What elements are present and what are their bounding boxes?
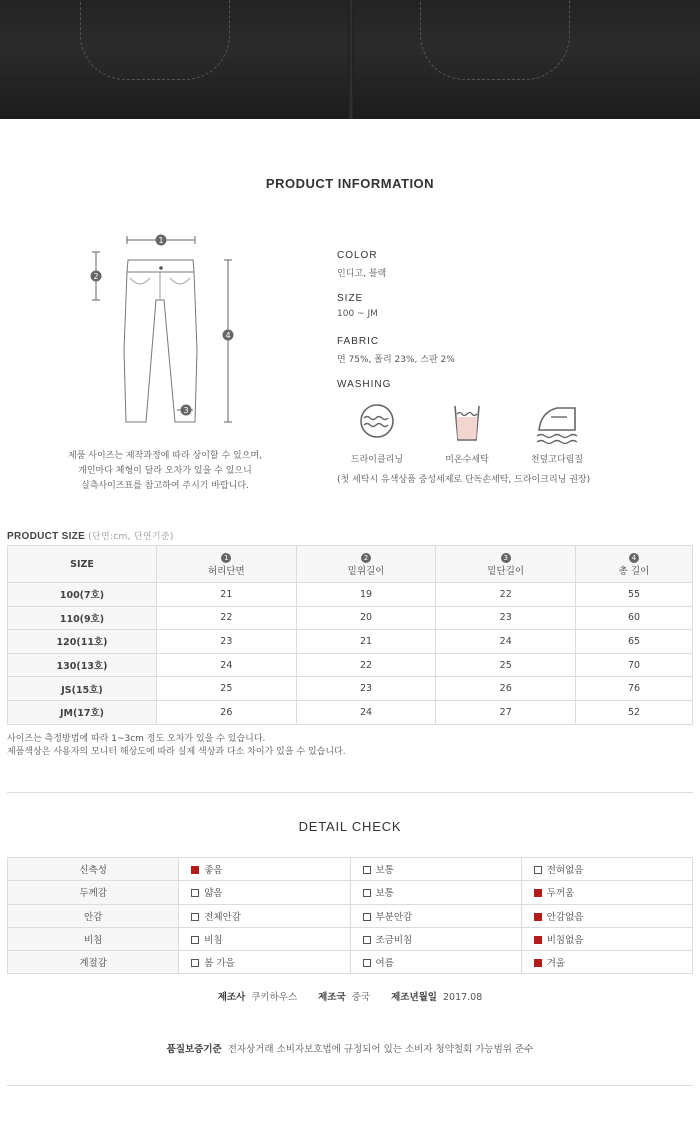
table-cell: 22 xyxy=(157,606,297,630)
option xyxy=(350,858,521,881)
table-row xyxy=(8,904,693,927)
option-label: 좋음 xyxy=(204,865,223,877)
note-line: 실측사이즈표를 참고하여 주시기 바랍니다. xyxy=(81,481,249,491)
table-cell: 22 xyxy=(436,583,576,607)
option-label: 비침없음 xyxy=(546,935,584,947)
color-label: COLOR xyxy=(337,250,378,261)
option-label: 여름 xyxy=(375,958,394,970)
marker-2-icon xyxy=(91,271,102,282)
option xyxy=(179,904,350,927)
size-value: 100 ~ JM xyxy=(337,309,378,319)
option-label: 얇음 xyxy=(204,888,223,900)
option-label: 보통 xyxy=(375,888,394,900)
checkbox-empty-icon xyxy=(363,866,371,874)
option xyxy=(179,881,350,904)
option-label: 두꺼움 xyxy=(546,888,575,900)
option xyxy=(350,881,521,904)
checkbox-empty-icon xyxy=(191,936,199,944)
checkbox-empty-icon xyxy=(191,959,199,967)
marker-2-icon: 2 xyxy=(361,553,371,563)
country-label: 제조국 xyxy=(318,992,346,1003)
marker-1-icon xyxy=(156,235,167,246)
center-seam xyxy=(348,0,354,119)
size-cell: 110(9호) xyxy=(8,606,157,630)
size-note: 사이즈는 측정방법에 따라 1~3cm 정도 오차가 있을 수 있습니다. xyxy=(7,734,266,744)
product-size-title xyxy=(7,529,174,542)
option-label: 비침 xyxy=(204,935,223,947)
table-cell: 23 xyxy=(157,630,297,654)
marker-3-icon xyxy=(181,405,192,416)
iron-with-cloth-icon xyxy=(517,400,597,454)
option xyxy=(521,858,692,881)
table-cell: 24 xyxy=(157,653,297,677)
table-row xyxy=(8,700,693,724)
option xyxy=(179,951,350,974)
table-cell: 21 xyxy=(296,630,436,654)
checkbox-empty-icon xyxy=(191,913,199,921)
svg-text:4: 4 xyxy=(225,331,231,340)
size-cell: 100(7호) xyxy=(8,583,157,607)
option xyxy=(350,904,521,927)
table-cell: 76 xyxy=(576,677,693,701)
table-cell: 24 xyxy=(436,630,576,654)
size-disclaimer xyxy=(40,449,290,494)
washing-label-dry-clean: 드라이클리닝 xyxy=(350,455,404,465)
row-header: 안감 xyxy=(8,904,179,927)
table-row xyxy=(8,606,693,630)
quality-value: 전자상거래 소비자보호법에 규정되어 있는 소비자 청약철회 가능범위 준수 xyxy=(227,1044,534,1055)
option xyxy=(521,904,692,927)
divider xyxy=(7,792,693,793)
fabric-label: FABRIC xyxy=(337,336,380,347)
option-label: 전체안감 xyxy=(204,911,241,923)
svg-text:1: 1 xyxy=(158,236,164,245)
marker-3-icon: 3 xyxy=(501,553,511,563)
size-label: SIZE xyxy=(337,293,364,304)
checkbox-checked-icon xyxy=(534,889,542,897)
option-label: 전혀없음 xyxy=(546,865,584,877)
table-row xyxy=(8,630,693,654)
option xyxy=(521,881,692,904)
table-cell: 55 xyxy=(576,583,693,607)
size-table xyxy=(7,545,693,725)
washing-label-iron: 천덮고다림질 xyxy=(530,455,584,465)
header-waist xyxy=(157,546,297,583)
checkbox-checked-icon xyxy=(534,959,542,967)
option xyxy=(521,927,692,950)
option xyxy=(179,927,350,950)
option-label: 조금비침 xyxy=(375,935,413,947)
header-rise xyxy=(296,546,436,583)
option-label: 겨울 xyxy=(546,958,566,970)
table-cell: 19 xyxy=(296,583,436,607)
size-cell: JS(15호) xyxy=(8,677,157,701)
divider xyxy=(7,1085,693,1086)
country-value: 중국 xyxy=(351,992,371,1003)
fabric-value: 면 75%, 폴리 23%, 스판 2% xyxy=(337,355,455,365)
checkbox-empty-icon xyxy=(363,889,371,897)
header-size: SIZE xyxy=(8,546,157,583)
checkbox-empty-icon xyxy=(363,936,371,944)
size-note: 제품색상은 사용자의 모니터 해상도에 따라 실제 색상과 다소 차이가 있을 수 있습니다. xyxy=(7,747,346,757)
table-cell: 60 xyxy=(576,606,693,630)
marker-4-icon xyxy=(223,330,234,341)
size-cell: 130(13호) xyxy=(8,653,157,677)
manufacturer-info xyxy=(0,989,700,1003)
option xyxy=(179,858,350,881)
size-cell: JM(17호) xyxy=(8,700,157,724)
table-cell: 26 xyxy=(157,700,297,724)
table-cell: 24 xyxy=(296,700,436,724)
washing-label-lukewarm: 미온수세탁 xyxy=(445,455,489,465)
back-pocket-right xyxy=(420,0,570,80)
option xyxy=(350,927,521,950)
checkbox-empty-icon xyxy=(191,889,199,897)
detail-check-title: DETAIL CHECK xyxy=(298,819,402,834)
header-label: 총 길이 xyxy=(618,565,650,577)
table-row xyxy=(8,653,693,677)
color-value: 인디고, 블랙 xyxy=(337,269,387,279)
back-pocket-left xyxy=(80,0,230,80)
header-hem xyxy=(436,546,576,583)
table-cell: 23 xyxy=(436,606,576,630)
quality-label: 품질보증기준 xyxy=(166,1044,222,1055)
table-cell: 52 xyxy=(576,700,693,724)
table-row xyxy=(8,927,693,950)
product-information-title: PRODUCT INFORMATION xyxy=(265,176,435,191)
pants-diagram xyxy=(80,230,250,430)
table-cell: 25 xyxy=(436,653,576,677)
table-cell: 70 xyxy=(576,653,693,677)
product-attributes xyxy=(337,250,637,390)
note-line: 개인마다 체형이 달라 오차가 있을 수 있으니 xyxy=(78,466,252,476)
size-notes xyxy=(7,733,346,759)
checkbox-checked-icon xyxy=(534,913,542,921)
checkbox-empty-icon xyxy=(363,959,371,967)
option-label: 봄 가을 xyxy=(204,958,235,970)
table-row xyxy=(8,583,693,607)
checkbox-checked-icon xyxy=(191,866,199,874)
table-cell: 20 xyxy=(296,606,436,630)
table-cell: 21 xyxy=(157,583,297,607)
product-size-label: PRODUCT SIZE xyxy=(7,531,86,542)
table-cell: 27 xyxy=(436,700,576,724)
checkbox-checked-icon xyxy=(534,936,542,944)
washing-label: WASHING xyxy=(337,379,392,390)
product-photo xyxy=(0,0,700,119)
detail-check-table xyxy=(7,857,693,974)
product-size-unit: (단면:cm, 단면기준) xyxy=(88,532,174,542)
checkbox-empty-icon xyxy=(363,913,371,921)
washing-note: (첫 세탁시 유색상품 중성세제로 단독손세탁, 드라이크리닝 권장) xyxy=(337,475,591,485)
header-label: 밑위길이 xyxy=(347,565,385,577)
option xyxy=(350,951,521,974)
table-cell: 26 xyxy=(436,677,576,701)
marker-1-icon: 1 xyxy=(221,553,231,563)
table-cell: 25 xyxy=(157,677,297,701)
svg-text:2: 2 xyxy=(93,272,99,281)
maker-label: 제조사 xyxy=(217,992,246,1003)
row-header: 비침 xyxy=(8,927,179,950)
washing-icons xyxy=(337,400,637,452)
quality-guarantee xyxy=(0,1041,700,1055)
option xyxy=(521,951,692,974)
table-cell: 23 xyxy=(296,677,436,701)
svg-text:3: 3 xyxy=(183,406,189,415)
header-label: 허리단면 xyxy=(207,565,245,577)
marker-4-icon: 4 xyxy=(629,553,639,563)
size-cell: 120(11호) xyxy=(8,630,157,654)
table-row xyxy=(8,858,693,881)
row-header: 계절감 xyxy=(8,951,179,974)
table-row xyxy=(8,951,693,974)
lukewarm-wash-icon xyxy=(427,400,507,454)
option-label: 보통 xyxy=(375,865,394,877)
date-value: 2017.08 xyxy=(442,992,483,1003)
date-label: 제조년월일 xyxy=(391,992,437,1003)
dry-clean-icon xyxy=(337,400,417,454)
note-line: 제품 사이즈는 제작과정에 따라 상이할 수 있으며, xyxy=(68,451,262,461)
option-label: 안감없음 xyxy=(546,911,584,923)
row-header: 두께감 xyxy=(8,881,179,904)
table-row xyxy=(8,881,693,904)
checkbox-empty-icon xyxy=(534,866,542,874)
maker-value: 쿠키하우스 xyxy=(251,992,298,1003)
row-header: 신축성 xyxy=(8,858,179,881)
table-row xyxy=(8,677,693,701)
header-label: 밑단길이 xyxy=(487,565,525,577)
option-label: 부분안감 xyxy=(375,911,413,923)
size-table-header xyxy=(8,546,693,583)
table-cell: 65 xyxy=(576,630,693,654)
table-cell: 22 xyxy=(296,653,436,677)
header-length xyxy=(576,546,693,583)
